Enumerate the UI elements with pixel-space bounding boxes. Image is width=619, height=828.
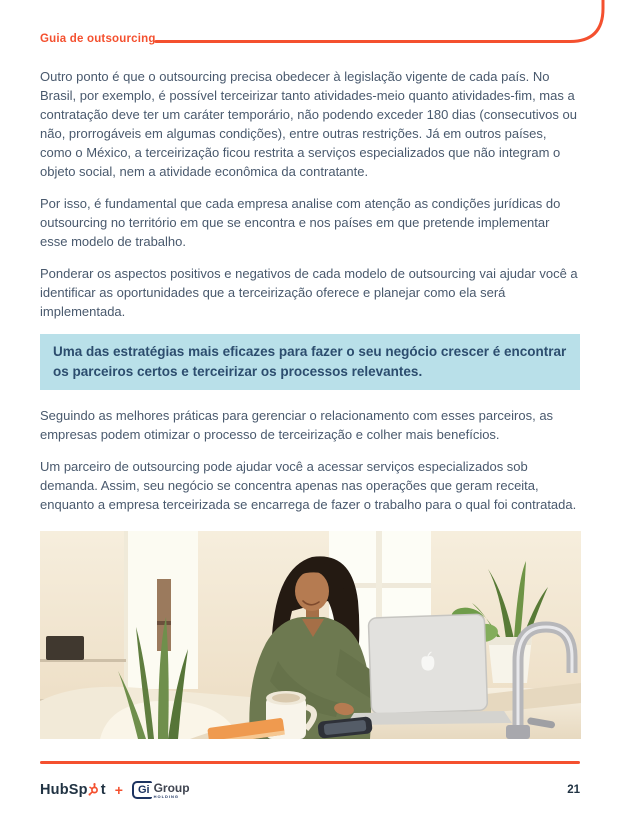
paragraph-5: Um parceiro de outsourcing pode ajudar você a acessar serviços especializados sob demanda. Assim, seu negócio se concentra apenas nas operações que geram receita, enquanto a empresa terceirizada se encarrega de fazer o trabalho para o qual foi contratada. — [40, 459, 577, 512]
hero-photo-illustration — [40, 531, 581, 739]
hubspot-sprocket-icon — [88, 783, 100, 796]
plus-sign: + — [114, 782, 123, 798]
hero-photo — [40, 531, 581, 739]
running-header-title: Guia de outsourcing — [40, 33, 156, 45]
paragraph-4: Seguindo as melhores práticas para gerenciar o relacionamento com esses parceiros, as empresas podem otimizar o processo de terceirização e colher mais benefícios. — [40, 408, 554, 442]
laptop — [368, 614, 487, 714]
page-content — [40, 67, 580, 739]
hubspot-logo-text-left: HubSp — [40, 782, 88, 798]
paragraph-3: Ponderar os aspectos positivos e negativos de cada modelo de outsourcing vai ajudar você a identificar as oportunidades que a terceirização oferece e planejar como ela será implementada. — [40, 266, 578, 319]
brand-lockup — [40, 781, 190, 799]
paragraph-1: Outro ponto é que o outsourcing precisa obedecer à legislação vigente de cada país. No Brasil, por exemplo, é possível terceirizar tanto atividades-meio quanto atividades-fim, mas a contratação deve ter um caráter temporário, não podendo exceder 180 dias (consecutivos ou não, prorrogáveis em algumas condições), entre outras restrições. Já em outros países, como o México, a terceirização ficou restrita a serviços especializados que não integram o objeto social, nem a atividade econômica da contratante. — [40, 69, 577, 179]
gigroup-holding-label: HOLDING — [153, 793, 180, 799]
gigroup-logo — [132, 781, 190, 799]
hubspot-logo-text-right: t — [100, 782, 106, 798]
callout-box — [40, 334, 580, 390]
paragraph-2: Por isso, é fundamental que cada empresa analise com atenção as condições jurídicas do outsourcing no território em que se encontra e nos países em que pretende implementar esse modelo de trabalho. — [40, 196, 561, 249]
gigroup-gi-mark: Gi — [132, 781, 152, 799]
callout-text: Uma das estratégias mais eficazes para fazer o seu negócio crescer é encontrar os parceiros certos e terceirizar os processos relevantes. — [53, 344, 567, 379]
page-number: 21 — [567, 784, 580, 796]
footer-divider — [40, 761, 580, 764]
hubspot-logo — [40, 782, 106, 798]
gigroup-wordmark: Group — [153, 780, 190, 795]
